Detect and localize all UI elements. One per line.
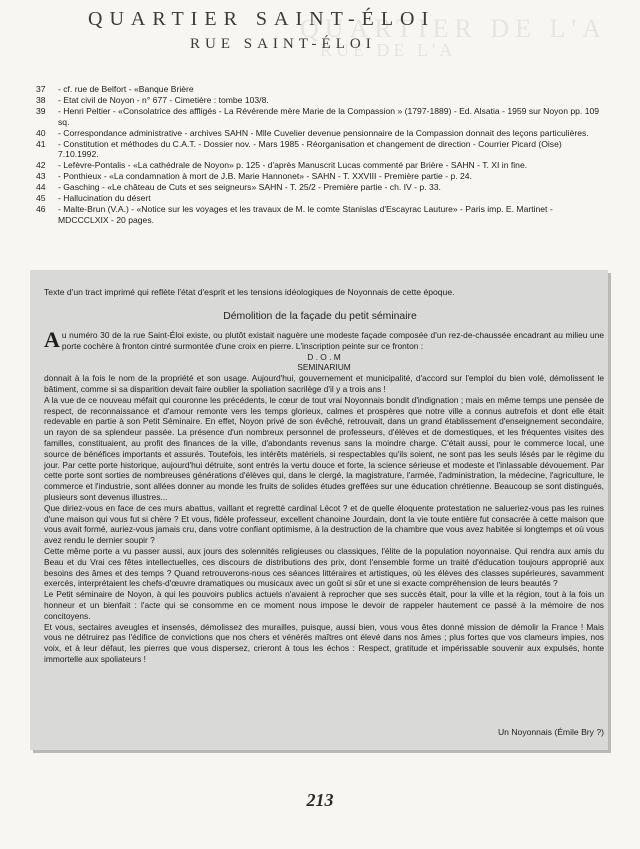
- footnote-number: 41: [36, 138, 46, 149]
- page-header: [0, 0, 640, 70]
- paragraph: Le Petit séminaire de Noyon, à qui les pouvoirs publics actuels n'avaient à reprocher que ses succès était, pour la ville et la région, tout à la fois un honneur et un bienfait : l'acte qui se consomme en ce moment nous impose le devoir de rappeler hautement ce passé à la mémoire de nos concitoyens.: [44, 589, 604, 621]
- footnote-number: 38: [36, 94, 46, 105]
- footnote-text: - Hallucination du désert: [58, 193, 151, 204]
- footnote-text: - Constitution et méthodes du C.A.T. - Dossier nov. - Mars 1985 - Réorganisation et changement de direction - Courrier Picard (Oise) 7.10.1992.: [58, 138, 562, 160]
- paragraph: Au numéro 30 de la rue Saint-Éloi existe, ou plutôt existait naguère une modeste façade composée d'un rez-de-chaussée encadrant au milieu une porte cochère à fronton cintré surmontée d'une croix en pierre. L'inscription peinte sur ce fronton :: [44, 327, 604, 352]
- footnote-text: - Ponthieux - «La condamnation à mort de J.B. Marie Hannonet» - SAHN - T. XXVIII - Première partie - p. 24.: [58, 171, 472, 182]
- footnote-item: [36, 204, 604, 226]
- footnote-number: 46: [36, 203, 46, 214]
- footnote-number: 39: [36, 105, 46, 116]
- footnote-item: [36, 139, 604, 161]
- ghost-title-watermark: QUARTIER DE L'A: [300, 14, 607, 43]
- page-title: QUARTIER SAINT-ÉLOI: [88, 8, 436, 30]
- page-number: 213: [306, 790, 334, 810]
- footnote-text: - Malte-Brun (V.A.) - «Notice sur les voyages et les travaux de M. le comte Stanislas d'Escayrac Lauture» - Paris imp. E. Martinet - MDCCCLXIX - 20 pages.: [58, 203, 553, 225]
- footnote-item: [36, 193, 604, 204]
- footnote-number: 44: [36, 182, 46, 193]
- tract-intro: Texte d'un tract imprimé qui reflète l'état d'esprit et les tensions idéologiques de Noyonnais de cette époque.: [44, 287, 455, 297]
- tract-signature: Un Noyonnais (Émile Bry ?): [497, 727, 604, 737]
- footnote-text: - Correspondance administrative - archives SAHN - Mlle Cuvelier devenue pensionnaire de la Compassion donnait des leçons particulières.: [58, 127, 589, 138]
- footnote-item: [36, 106, 604, 128]
- footnotes-list: [36, 84, 604, 226]
- inscription-dom: D . O . M: [307, 351, 341, 362]
- paragraph: Que diriez-vous en face de ces murs abattus, vaillant et regretté cardinal Lécot ? et de quelle éloquente protestation ne salueriez-vous pas les ruines d'une maison qui vous fut si chère ? Et vous, fidèle professeur, excellent chanoine Jourdain, dont la vie toute entière fut consacrée à cette maison que vous avait formé, auriez-vous jamais cru, dans votre confiant optimisme, à la destruction de la chambre que vous avez habitée si longtemps et où vous avez rendu le dernier soupir ?: [44, 502, 604, 546]
- footnote-item: [36, 84, 604, 95]
- footnote-number: 37: [36, 84, 46, 94]
- footnote-item: [36, 160, 604, 171]
- footnote-number: 45: [36, 193, 46, 204]
- footnote-item: [36, 95, 604, 106]
- paragraph: donnait à la fois le nom de la propriété et son usage. Aujourd'hui, gouvernement et municipalité, d'accord sur l'emploi du bien volé, démolissent le bâtiment, comme si sa disparition devait faire oublier la spoliation sacrilège d'il y a trois ans !: [44, 373, 604, 394]
- footnote-text: - Etat civil de Noyon - n° 677 - Cimetière : tombe 103/8.: [58, 94, 269, 105]
- tract-body: [44, 327, 604, 665]
- footnote-number: 42: [36, 160, 46, 171]
- paragraph: Et vous, sectaires aveugles et insensés, démolissez des murailles, puisque, aussi bien, vous vous êtes donné mission de démolir la France ! Mais vous ne détruirez pas l'édifice de convictions que nos chers et vénérés maîtres ont élevé dans nos âmes ; plus fortes que vos clameurs impies, nos voix, et à leur défaut, les pierres que vous dispersez, crieront à tous les échos : Respect, gratitude et impérissable souvenir aux expulsés, honte immortelle aux spoliateurs !: [44, 621, 604, 664]
- footnote-text: - Lefèvre-Pontalis - «La cathédrale de Noyon» p. 125 - d'après Manuscrit Lucas commenté par Brière - SAHN - T. XI in fine.: [58, 160, 528, 171]
- page-subtitle: RUE SAINT-ÉLOI: [190, 36, 376, 52]
- paragraph: A la vue de ce nouveau méfait qui couronne les précédents, le cœur de tout vrai Noyonnais bondit d'indignation ; mais en même temps une pensée de respect, de reconnaissance et d'amour remonte vers les temps glorieux, calmes et prospères que notre ville a connus autrefois et dont elle était redevable en partie à son Petit Séminaire. En effet, Noyon privé de son évêché, retrouvait, dans un grand établissement d'enseignement secondaire, un rayon de sa splendeur passée. La présence d'un nombreux personnel de professeurs, d'élèves et de domestiques, et les fréquentes visites des familles, constituaient, au profit des finances de la ville, d'abondants revenus sans la moindre charge. C'était aussi, pour le commerce local, une source de bénéfices importants et assurés. Toutefois, les intérêts matériels, si respectables qu'ils soient, ne sont pas les seuls lésés par le régime du jour. Par cette porte historique, aujourd'hui détruite, sont entrés la vertu douce et forte, la science sérieuse et modeste et l'inlassable dévouement. Par cette porte sont sorties de nombreuses générations d'élèves qui, dans le clergé, la magistrature, l'armée, l'administration, la médecine, l'agriculture, le commerce et l'industrie, sont allées donner au monde les fruits de solides études greffées sur une éducation chrétienne. Beaucoup se sont distingués, plusieurs sont devenus illustres...: [44, 394, 604, 502]
- footnote-text: - cf. rue de Belfort - «Banque Brière: [58, 84, 194, 94]
- footnote-text: - Henri Peltier - «Consolatrice des affligés - La Révérende mère Marie de la Compassion » (1797-1889) - Ed. Alsatia - 1959 sur Noyon pp. 109 sq.: [58, 105, 600, 127]
- footnote-item: [36, 171, 604, 182]
- footnote-item: [36, 128, 604, 139]
- footnote-item: [36, 182, 604, 193]
- ghost-subtitle-watermark: RUE DE L'A: [320, 40, 457, 60]
- footnote-number: 40: [36, 127, 46, 138]
- footnote-text: - Gasching - «Le château de Cuts et ses seigneurs» SAHN - T. 25/2 - Première partie - ch. IV - p. 33.: [58, 182, 441, 193]
- inscription-seminarium: SEMINARIUM: [297, 362, 351, 373]
- paragraph: Cette même porte a vu passer aussi, aux jours des solennités religieuses ou classiques, l'élite de la population noyonnaise. Qui rendra aux amis du Beau et du Vrai ces fêtes intellectuelles, ces discours de distributions des prix, dont l'ensemble forme un traité d'éducation toujours approprié aux besoins des âmes et des temps ? Quand retrouverons-nous ces séances littéraires et artistiques, où les élèves des classes supérieures, savamment exercés, interprétaient les chefs-d'œuvre dramatiques ou musicaux avec un goût si sûr et une si exacte compréhension de leurs beautés ?: [44, 545, 604, 589]
- tract-title: Démolition de la façade du petit séminaire: [223, 311, 417, 322]
- footnote-number: 43: [36, 171, 46, 182]
